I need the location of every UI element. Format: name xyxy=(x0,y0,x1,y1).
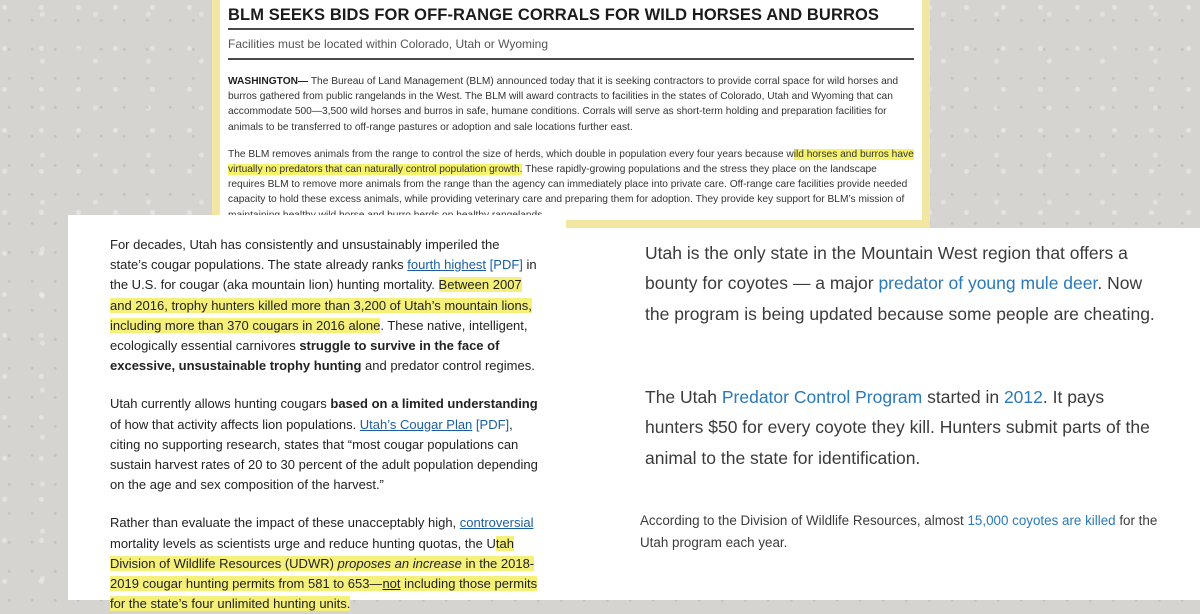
text-span: Utah is the only state in the Mountain West region that offers a bounty for coyotes — a major xyxy=(645,243,1128,294)
blm-paragraph-1 xyxy=(228,74,914,135)
text-span: , citing no supporting research, states that “most cougar populations can sustain harvest rates of 20 to 30 percent of the adult population depending on the age and sex composition of the harvest.” xyxy=(110,416,538,493)
cougar-paragraph-1 xyxy=(110,235,540,376)
blm-highlight: ild horses and burros have virtually no predators that can naturally control population growth. xyxy=(228,148,914,176)
text-span: The Utah xyxy=(645,387,722,407)
cougar-article-panel xyxy=(68,215,566,612)
permits-highlight: in the 2018-2019 cougar hunting permits from 581 to 653— xyxy=(110,555,535,592)
predator-control-program-link[interactable]: Predator Control Program xyxy=(721,387,923,407)
cougar-paragraph-3 xyxy=(110,513,540,614)
year-2012-link[interactable]: 2012 xyxy=(1003,387,1043,407)
text-span: and predator control regimes. xyxy=(361,358,535,374)
coyote-article-panel xyxy=(566,228,1200,600)
fourth-highest-pdf-link[interactable]: [PDF] xyxy=(486,257,523,273)
text-span: mortality levels as scientists urge and reduce hunting quotas, the U xyxy=(110,535,496,551)
text-span: For decades, Utah has consistently and unsustainably imperiled the state’s cougar populations. The state already ranks xyxy=(110,237,500,273)
controversial-link[interactable]: controversial xyxy=(459,515,534,531)
cougars-2016-highlight: 70 cougars in 2016 alone xyxy=(234,317,381,333)
blm-p2-text-b: These rapidly-growing populations and the stress they place on the landscape requires BLM to remove more animals from the range than the agency can immediately place into private care. Off-range care facilities provide needed capacity to hold these excess animals, while providing veterinary care and preparing them for adoption. They provide key support for BLM’s mission of xyxy=(228,164,908,206)
text-span: . Now the program is being updated because some people are cheating. xyxy=(645,273,1155,324)
coyote-paragraph-1 xyxy=(645,238,1155,329)
blm-paragraph-2 xyxy=(228,147,914,223)
coyotes-killed-link[interactable]: 15,000 coyotes are killed xyxy=(967,513,1116,528)
udwr-highlight: tah Division of Wildlife Resources (UDWR) xyxy=(110,535,514,571)
text-span: . These native, intelligent, ecologically essential carnivores xyxy=(110,317,528,354)
text-span: . It pays hunters $50 for every coyote they kill. Hunters submit parts of the animal to the state for identification. xyxy=(645,387,1150,468)
text-span: in the U.S. for cougar (aka mountain lion) hunting mortality. xyxy=(110,257,537,293)
blm-p2-text-a: The BLM removes animals from the range to control the size of herds, which double in population every four years because w xyxy=(228,148,794,160)
cougar-paragraph-2 xyxy=(110,394,540,495)
unlimited-units-highlight: including those permits for the state’s four unlimited hunting units. xyxy=(110,576,538,612)
blm-press-release-card xyxy=(212,0,930,228)
text-span: Rather than evaluate the impact of these unacceptably high, xyxy=(110,515,460,531)
blm-body xyxy=(228,60,914,223)
mule-deer-link[interactable]: predator of young mule deer xyxy=(878,273,1098,294)
blm-subheadline: Facilities must be located within Colorado, Utah or Wyoming xyxy=(228,30,914,60)
text-span: for the Utah program each year. xyxy=(640,513,1158,550)
blm-headline: BLM SEEKS BIDS FOR OFF-RANGE CORRALS FOR WILD HORSES AND BURROS xyxy=(228,4,914,30)
coyote-paragraph-3 xyxy=(640,510,1160,554)
text-span: started in xyxy=(922,387,1004,407)
proposes-increase-highlight: proposes an increase xyxy=(337,555,462,571)
bold-statement: based on a limited understanding xyxy=(330,396,538,412)
text-span: of how that activity affects lion populations. xyxy=(110,416,360,432)
blm-p1-text: The Bureau of Land Management (BLM) announced today that it is seeking contractors to provide corral space for wild horses and burros gathered from public rangelands in the West. The BLM will award contracts to facilities in the states of Colorado, Utah and Wyoming that can accommodate 500—3,500 wild horses and burros in safe, humane conditions. Corrals will serve as short-term holding and preparation facilities for animals to be transferred to off-range pastures or adoption and sale locations further east. xyxy=(228,76,899,133)
blm-dateline: WASHINGTON— xyxy=(228,76,309,87)
fourth-highest-link[interactable]: fourth highest xyxy=(407,257,487,273)
blm-card-inner xyxy=(220,0,922,220)
text-span: Utah currently allows hunting cougars xyxy=(110,396,331,412)
bold-statement: struggle to survive in the face of excessive, unsustainable trophy hunting xyxy=(110,338,500,374)
trophy-hunters-highlight: Between 2007 and 2016, trophy hunters killed more than 3,200 of Utah’s mountain lions, including more than 3 xyxy=(110,277,532,333)
coyote-paragraph-2 xyxy=(645,382,1155,473)
not-underline: not xyxy=(382,576,401,592)
text-span: According to the Division of Wildlife Resources, almost xyxy=(640,513,968,528)
cougar-plan-pdf-link[interactable]: [PDF] xyxy=(472,416,510,432)
cougar-plan-link[interactable]: Utah’s Cougar Plan xyxy=(359,416,473,432)
